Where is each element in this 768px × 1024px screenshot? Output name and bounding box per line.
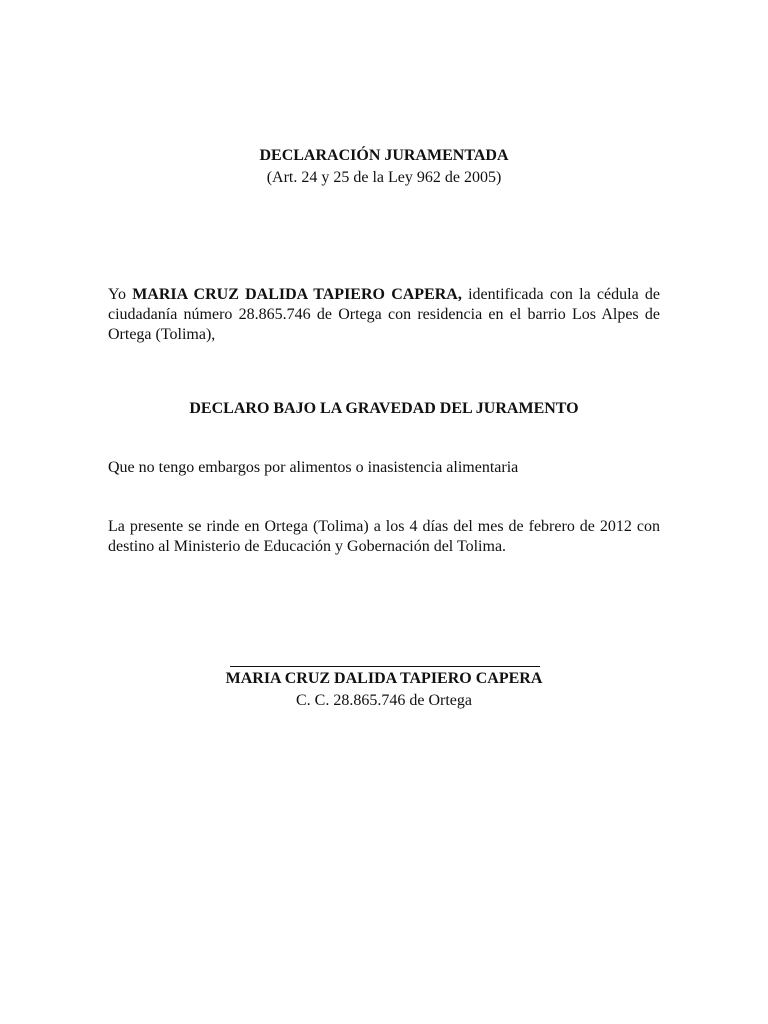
- intro-line-1: [108, 285, 660, 305]
- declaration-heading: DECLARO BAJO LA GRAVEDAD DEL JURAMENTO: [189, 400, 579, 417]
- intro-paragraph: [108, 285, 660, 345]
- intro-line-1-rest: identificada con la cédula de: [461, 286, 661, 303]
- document-title: DECLARACIÓN JURAMENTADA: [259, 147, 509, 164]
- signature-id: C. C. 28.865.746 de Ortega: [296, 692, 472, 709]
- closing-line-2: destino al Ministerio de Educación y Gobernación del Tolima.: [108, 538, 507, 555]
- document-subtitle: (Art. 24 y 25 de la Ley 962 de 2005): [266, 169, 502, 186]
- declarant-name: MARIA CRUZ DALIDA TAPIERO CAPERA,: [132, 286, 462, 303]
- signature-line: [230, 666, 540, 667]
- intro-line-3: Ortega (Tolima),: [108, 326, 216, 343]
- intro-prefix: Yo: [108, 286, 133, 303]
- signature-name: MARIA CRUZ DALIDA TAPIERO CAPERA: [225, 670, 543, 687]
- closing-line-1: La presente se rinde en Ortega (Tolima) a los 4 días del mes de febrero de 2012 con: [108, 518, 660, 535]
- intro-line-2: ciudadanía número 28.865.746 de Ortega con residencia en el barrio Los Alpes de: [108, 306, 660, 323]
- statement-paragraph: Que no tengo embargos por alimentos o inasistencia alimentaria: [108, 459, 519, 476]
- closing-paragraph: [108, 517, 660, 557]
